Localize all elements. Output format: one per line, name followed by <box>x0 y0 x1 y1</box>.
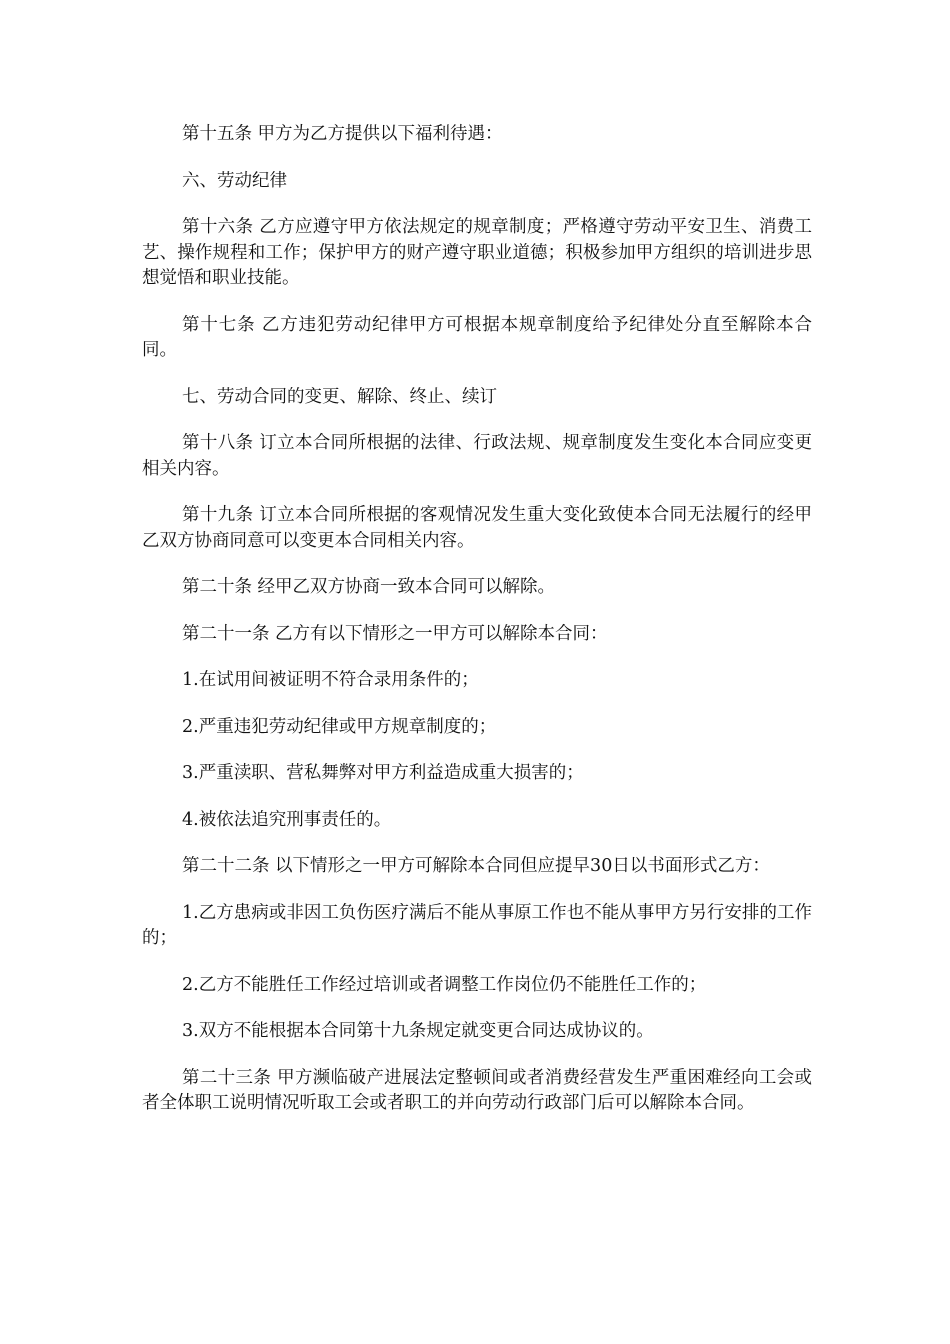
paragraph-article-17: 第十七条 乙方违犯劳动纪律甲方可根据本规章制度给予纪律处分直至解除本合同。 <box>142 314 812 360</box>
section-heading-contract-changes: 七、劳动合同的变更、解除、终止、续订 <box>182 386 497 407</box>
list-item-22-1: 1.乙方患病或非因工负伤医疗满后不能从事原工作也不能从事甲方另行安排的工作的； <box>142 902 812 948</box>
paragraph-article-22: 第二十二条 以下情形之一甲方可解除本合同但应提早30日以书面形式乙方： <box>182 856 770 876</box>
paragraph-article-21: 第二十一条 乙方有以下情形之一甲方可以解除本合同： <box>182 623 608 644</box>
list-item-21-2: 2.严重违犯劳动纪律或甲方规章制度的； <box>182 716 497 737</box>
list-item-21-3: 3.严重渎职、营私舞弊对甲方利益造成重大损害的； <box>182 763 584 783</box>
list-item-22-2: 2.乙方不能胜任工作经过培训或者调整工作岗位仍不能胜任工作的； <box>182 974 707 995</box>
list-item-21-1: 1.在试用间被证明不符合录用条件的； <box>182 670 479 690</box>
paragraph-article-19: 第十九条 订立本合同所根据的客观情况发生重大变化致使本合同无法履行的经甲乙双方协商同意可以变更本合同相关内容。 <box>142 505 812 551</box>
paragraph-article-20: 第二十条 经甲乙双方协商一致本合同可以解除。 <box>182 577 556 597</box>
paragraph-article-15: 第十五条 甲方为乙方提供以下福利待遇： <box>182 124 503 144</box>
list-item-21-4: 4.被依法追究刑事责任的。 <box>182 809 392 830</box>
paragraph-article-23: 第二十三条 甲方濒临破产进展法定整顿间或者消费经营发生严重困难经向工会或者全体职工说明情况听取工会或者职工的并向劳动行政部门后可以解除本合同。 <box>142 1067 812 1113</box>
section-heading-labor-discipline: 六、劳动纪律 <box>182 170 287 191</box>
document-body <box>142 122 812 1138</box>
paragraph-article-16: 第十六条 乙方应遵守甲方依法规定的规章制度；严格遵守劳动平安卫生、消费工艺、操作规程和工作；保护甲方的财产遵守职业道德；积极参加甲方组织的培训进步思想觉悟和职业技能。 <box>142 217 812 288</box>
list-item-22-3: 3.双方不能根据本合同第十九条规定就变更合同达成协议的。 <box>182 1021 654 1041</box>
paragraph-article-18: 第十八条 订立本合同所根据的法律、行政法规、规章制度发生变化本合同应变更相关内容。 <box>142 433 812 479</box>
